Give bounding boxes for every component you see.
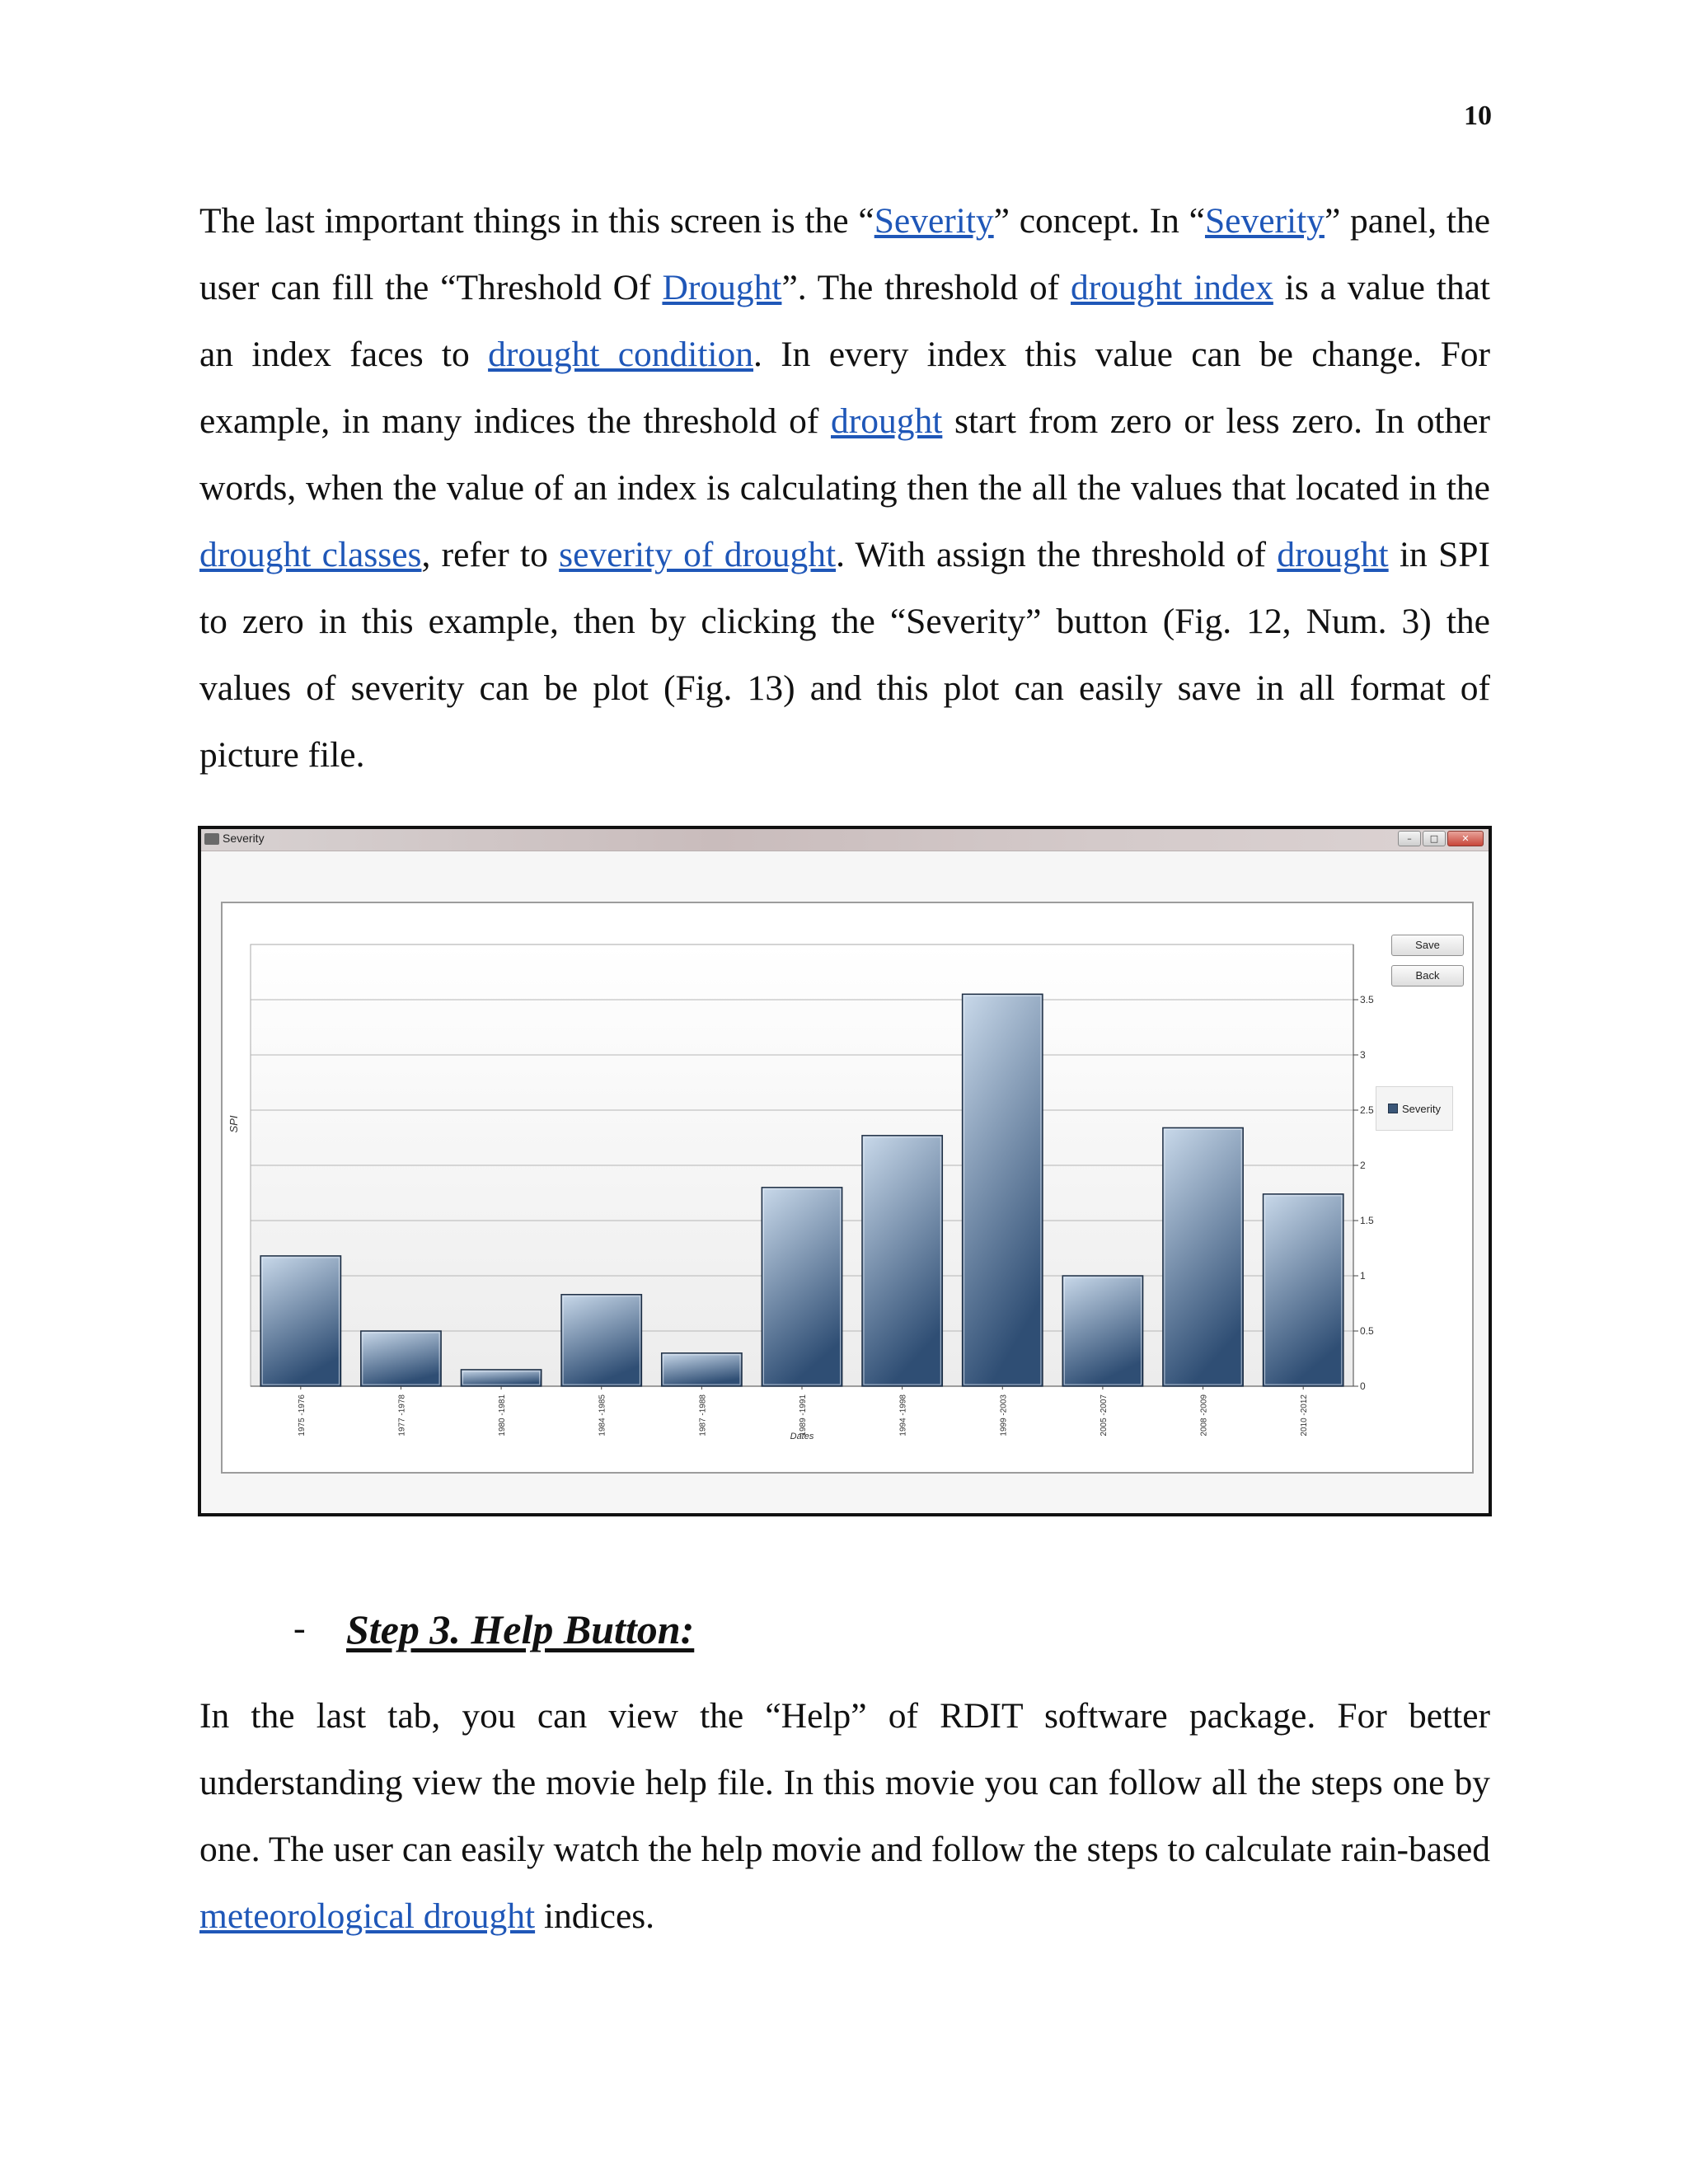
bar	[1062, 1276, 1142, 1386]
link-drought[interactable]: drought	[831, 401, 943, 441]
link-drought-classes[interactable]: drought classes	[199, 535, 422, 574]
x-tick-label: 1975 -1976	[297, 1394, 307, 1436]
window-title: Severity	[223, 832, 265, 845]
x-tick-label: 1989 -1991	[799, 1394, 808, 1436]
page-number: 10	[1464, 101, 1492, 131]
x-axis-title: Dates	[790, 1432, 814, 1441]
y-tick-label: 1	[1360, 1270, 1366, 1282]
link-drought[interactable]: drought	[1277, 535, 1389, 574]
window-titlebar	[201, 829, 1489, 851]
legend-swatch	[1388, 1104, 1398, 1113]
bar	[862, 1136, 942, 1386]
bar	[762, 1188, 842, 1386]
link-drought-index[interactable]: drought index	[1071, 268, 1273, 307]
text-run: in SPI to zero in this example, then by clicking the “Severity” button (Fig. 12, Num. 3) the values of severity can be plot (Fig. 13) and this plot can easily save in all format of picture file.	[199, 535, 1490, 775]
chart-legend	[1376, 1086, 1453, 1131]
bar	[662, 1353, 742, 1386]
severity-chart	[223, 903, 1472, 1472]
text-run: ” concept. In “	[993, 201, 1205, 241]
minimize-button[interactable]: –	[1398, 831, 1421, 846]
paragraph-severity	[199, 188, 1490, 789]
bar	[561, 1295, 641, 1386]
legend-label: Severity	[1402, 1102, 1441, 1115]
x-tick-label: 2008 -2009	[1199, 1394, 1209, 1436]
link-severity-of-drought[interactable]: severity of drought	[559, 535, 837, 574]
window-controls	[1398, 831, 1484, 847]
bar	[963, 994, 1043, 1386]
chart-panel	[221, 902, 1474, 1474]
bar	[1163, 1127, 1243, 1386]
x-tick-label: 1984 -1985	[598, 1394, 607, 1436]
text-run: In the last tab, you can view the “Help” of RDIT software package. For better understanding view the movie help file. In this movie you can follow all the steps one by one. The user can easily watch the help movie and follow the steps to calculate rain-based	[199, 1696, 1490, 1869]
link-meteorological-drought[interactable]: meteorological drought	[199, 1896, 536, 1936]
y-tick-label: 2	[1360, 1160, 1366, 1171]
link-severity[interactable]: Severity	[1204, 201, 1325, 241]
bar	[1264, 1194, 1343, 1386]
maximize-button[interactable]: □	[1423, 831, 1446, 846]
text-run: is a value that an index faces to	[199, 268, 1491, 374]
y-tick-label: 1.5	[1360, 1215, 1374, 1226]
x-tick-label: 1994 -1998	[898, 1394, 908, 1436]
text-run: , refer to	[421, 535, 560, 574]
x-tick-label: 2010 -2012	[1300, 1394, 1310, 1436]
x-tick-label: 1980 -1981	[498, 1394, 508, 1436]
y-axis-title: SPI	[227, 1115, 240, 1133]
link-severity[interactable]: Severity	[874, 201, 994, 241]
text-run: . In every index this value can be change. For example, in many indices the threshold of	[199, 335, 1491, 441]
x-tick-label: 2005 -2007	[1099, 1394, 1109, 1436]
app-icon	[204, 833, 219, 845]
text-run: ” panel, the user can fill the “Threshold Of	[199, 201, 1491, 307]
x-tick-label: 1977 -1978	[397, 1394, 407, 1436]
paragraph-help	[199, 1683, 1490, 1950]
y-tick-label: 0.5	[1360, 1325, 1374, 1337]
close-button[interactable]: ✕	[1447, 831, 1484, 846]
back-button[interactable]: Back	[1391, 965, 1464, 987]
text-run: indices.	[535, 1896, 655, 1936]
y-tick-label: 0	[1360, 1380, 1366, 1392]
step-3-heading: Step 3. Help Button:	[346, 1606, 695, 1652]
link-drought-condition[interactable]: drought condition	[488, 335, 754, 374]
bar	[461, 1370, 541, 1386]
y-tick-label: 3	[1360, 1049, 1366, 1061]
link-drought[interactable]: Drought	[662, 268, 782, 307]
severity-window-screenshot	[198, 826, 1492, 1516]
text-run: start from zero or less zero. In other words, when the value of an index is calculating then the all the values that located in the	[199, 401, 1490, 508]
text-run: The last important things in this screen is the “	[199, 201, 874, 241]
bar	[260, 1256, 340, 1386]
y-tick-label: 3.5	[1360, 994, 1374, 1005]
text-run: ”. The threshold of	[781, 268, 1071, 307]
x-tick-label: 1999 -2003	[999, 1394, 1009, 1436]
y-tick-label: 2.5	[1360, 1104, 1374, 1116]
step-bullet-dash: -	[293, 1608, 306, 1648]
text-run: . With assign the threshold of	[836, 535, 1278, 574]
save-button[interactable]: Save	[1391, 935, 1464, 956]
x-tick-label: 1987 -1988	[698, 1394, 708, 1436]
bar	[361, 1331, 441, 1386]
